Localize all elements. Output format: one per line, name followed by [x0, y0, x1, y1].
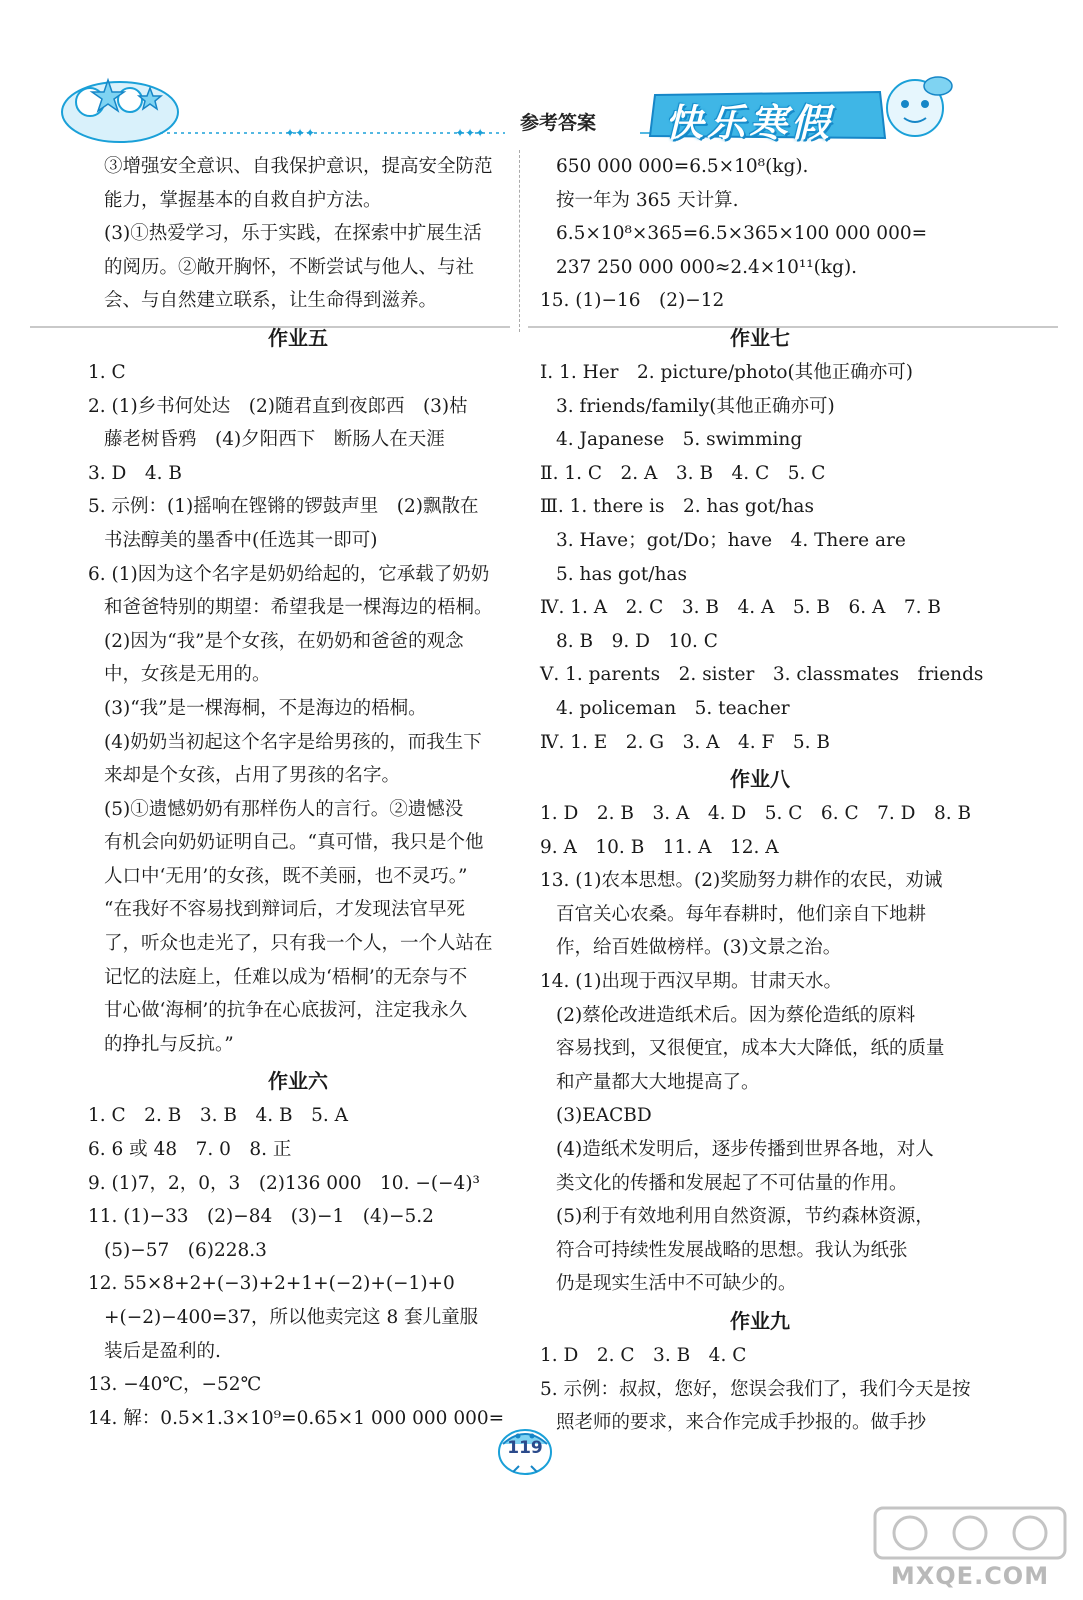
page-header — [0, 0, 1083, 150]
answer-line: 650 000 000=6.5×10⁸(kg). — [556, 156, 809, 177]
answer-line: Ⅳ. 1. E 2. G 3. A 4. F 5. B — [540, 731, 830, 753]
answer-line: 装后是盈利的. — [104, 1340, 221, 1362]
answer-line: 14. (1)出现于西汉早期。甘肃天水。 — [540, 971, 843, 993]
answer-line: ③增强安全意识、自我保护意识，提高安全防范 — [104, 156, 493, 177]
answer-line: 13. −40℃，−52℃ — [88, 1374, 262, 1396]
answer-line: 照老师的要求，来合作完成手抄报的。做手抄 — [556, 1412, 927, 1434]
answer-line: 5. 示例：叔叔，您好，您误会我们了，我们今天是按 — [540, 1378, 971, 1400]
answer-line: (5)利于有效地利用自然资源，节约森林资源， — [556, 1206, 934, 1228]
answer-line: Ⅱ. 1. C 2. A 3. B 4. C 5. C — [540, 462, 826, 484]
answer-line: 4. policeman 5. teacher — [556, 697, 790, 719]
answer-line: 1. C — [88, 361, 126, 383]
answer-line: (3)“我”是一棵海桐，不是海边的梧桐。 — [104, 697, 427, 719]
answer-line: 5. 示例：(1)摇响在铿锵的锣鼓声里 (2)飘散在 — [88, 496, 479, 518]
answer-line: 11. (1)−33 (2)−84 (3)−1 (4)−5.2 — [88, 1206, 434, 1228]
answer-line: 仍是现实生活中不可缺少的。 — [556, 1273, 797, 1295]
answer-line: 书法醇美的墨香中(任选其一即可) — [104, 529, 378, 551]
watermark — [870, 1500, 1075, 1595]
answer-line: 会、与自然建立联系，让生命得到滋养。 — [104, 290, 438, 312]
answer-line: 1. D 2. B 3. A 4. D 5. C 6. C 7. D 8. B — [540, 803, 972, 825]
answer-line: 百官关心农桑。每年春耕时，他们亲自下地耕 — [556, 903, 927, 925]
answer-line: 237 250 000 000≈2.4×10¹¹(kg). — [556, 256, 858, 278]
answer-line: 甘心做‘海桐’的抗争在心底拔河，注定我永久 — [104, 1000, 468, 1022]
cartoon-character-icon — [887, 77, 952, 136]
answer-line: 14. 解：0.5×1.3×10⁹=0.65×1 000 000 000= — [88, 1407, 505, 1429]
answer-line: 9. (1)7，2，0，3 (2)136 000 10. −(−4)³ — [88, 1172, 480, 1194]
answer-line: (3)EACBD — [556, 1105, 652, 1127]
answer-line: 3. D 4. B — [88, 462, 182, 484]
watermark-text: MXQE.COM — [890, 1562, 1050, 1590]
answer-line: Ⅲ. 1. there is 2. has got/has — [540, 496, 814, 518]
answer-line: 容易找到，又很便宜，成本大大降低，纸的质量 — [556, 1038, 945, 1060]
page-number: 119 — [507, 1438, 543, 1458]
answer-line: 8. B 9. D 10. C — [556, 630, 718, 652]
answer-line: 4. Japanese 5. swimming — [556, 429, 803, 451]
answer-line: 记忆的法庭上，任难以成为‘梧桐’的无奈与不 — [104, 966, 468, 988]
answer-line: 来却是个女孩，占用了男孩的名字。 — [104, 765, 401, 787]
answer-line: (4)奶奶当初起这个名字是给男孩的，而我生下 — [104, 731, 482, 753]
header-title: 参考答案 — [520, 112, 597, 134]
answer-line: 符合可持续性发展战略的思想。我认为纸张 — [556, 1239, 908, 1261]
right-column — [540, 150, 984, 1440]
answer-line: (4)造纸术发明后，逐步传播到世界各地，对人 — [556, 1139, 934, 1161]
header-brand: 快乐寒假 — [665, 100, 834, 145]
answer-line: Ⅴ. 1. parents 2. sister 3. classmates friends — [540, 664, 984, 686]
answer-line: 2. (1)乡书何处达 (2)随君直到夜郎西 (3)枯 — [88, 395, 468, 417]
section-heading: 作业九 — [730, 1309, 790, 1333]
answer-line: 藤老树昏鸦 (4)夕阳西下 断肠人在天涯 — [104, 429, 445, 451]
answer-line: 6.5×10⁸×365=6.5×365×100 000 000= — [556, 223, 928, 245]
answer-line: 能力，掌握基本的自救自护方法。 — [104, 189, 382, 211]
answer-line: 1. C 2. B 3. B 4. B 5. A — [88, 1105, 348, 1127]
watermark-logo-icon — [870, 1500, 1075, 1562]
answer-line: +(−2)−400=37，所以他卖完这 8 套儿童服 — [104, 1307, 479, 1328]
answer-line: 13. (1)农本思想。(2)奖励努力耕作的农民，劝诫 — [540, 870, 943, 892]
answer-line: 1. D 2. C 3. B 4. C — [540, 1345, 747, 1366]
answer-line: (2)蔡伦改进造纸术后。因为蔡伦造纸的原料 — [556, 1004, 916, 1026]
answer-line: 按一年为 365 天计算. — [556, 189, 739, 211]
answer-line: 人口中‘无用’的女孩，既不美丽，也不灵巧。” — [104, 865, 468, 887]
svg-text:✦✦✦: ✦✦✦ — [455, 126, 486, 140]
answer-line: “在我好不容易找到辩词后，才发现法官早死 — [104, 899, 465, 921]
answer-line: 的挣扎与反抗。” — [104, 1033, 234, 1055]
section-heading: 作业七 — [730, 325, 790, 350]
answer-line: (5)①遗憾奶奶有那样伤人的言行。②遗憾没 — [104, 798, 464, 820]
answer-line: 6. 6 或 48 7. 0 8. 正 — [88, 1139, 292, 1161]
section-heading: 作业六 — [268, 1069, 328, 1094]
section-heading: 作业五 — [268, 325, 328, 350]
answer-line: 中，女孩是无用的。 — [104, 664, 271, 686]
answer-line: 了，听众也走光了，只有我一个人，一个人站在 — [104, 933, 493, 955]
section-heading: 作业八 — [730, 767, 790, 792]
answer-line: 的阅历。②敞开胸怀，不断尝试与他人、与社 — [104, 256, 475, 278]
answer-line: 5. has got/has — [556, 563, 687, 585]
answer-line: 作，给百姓做榜样。(3)文景之治。 — [556, 937, 842, 959]
svg-text:✦✦✦: ✦✦✦ — [285, 126, 316, 140]
answer-line: Ⅰ. 1. Her 2. picture/photo(其他正确亦可) — [540, 361, 913, 383]
answer-line: 和产量都大大地提高了。 — [556, 1071, 760, 1093]
answer-line: 3. friends/family(其他正确亦可) — [556, 395, 835, 417]
answer-line: 6. (1)因为这个名字是奶奶给起的，它承载了奶奶 — [88, 563, 490, 585]
answer-line: 12. 55×8+2+(−3)+2+1+(−2)+(−1)+0 — [88, 1273, 455, 1295]
answer-line: 类文化的传播和发展起了不可估量的作用。 — [556, 1172, 908, 1194]
answer-line: 3. Have；got/Do；have 4. There are — [556, 529, 906, 551]
answer-line: (5)−57 (6)228.3 — [104, 1239, 267, 1261]
answer-line: 9. A 10. B 11. A 12. A — [540, 836, 779, 858]
page-number-badge — [495, 1422, 555, 1476]
answer-line: 和爸爸特别的期望：希望我是一棵海边的梧桐。 — [104, 597, 493, 619]
answer-line: 有机会向奶奶证明自己。“真可惜，我只是个他 — [104, 832, 484, 854]
column-divider — [519, 150, 520, 332]
answer-line: (3)①热爱学习，乐于实践，在探索中扩展生活 — [104, 223, 482, 245]
answer-line: (2)因为“我”是个女孩，在奶奶和爸爸的观念 — [104, 630, 464, 652]
answer-line: Ⅳ. 1. A 2. C 3. B 4. A 5. B 6. A 7. B — [540, 597, 941, 619]
answer-line: 15. (1)−16 (2)−12 — [540, 290, 725, 312]
left-column — [88, 150, 508, 1435]
